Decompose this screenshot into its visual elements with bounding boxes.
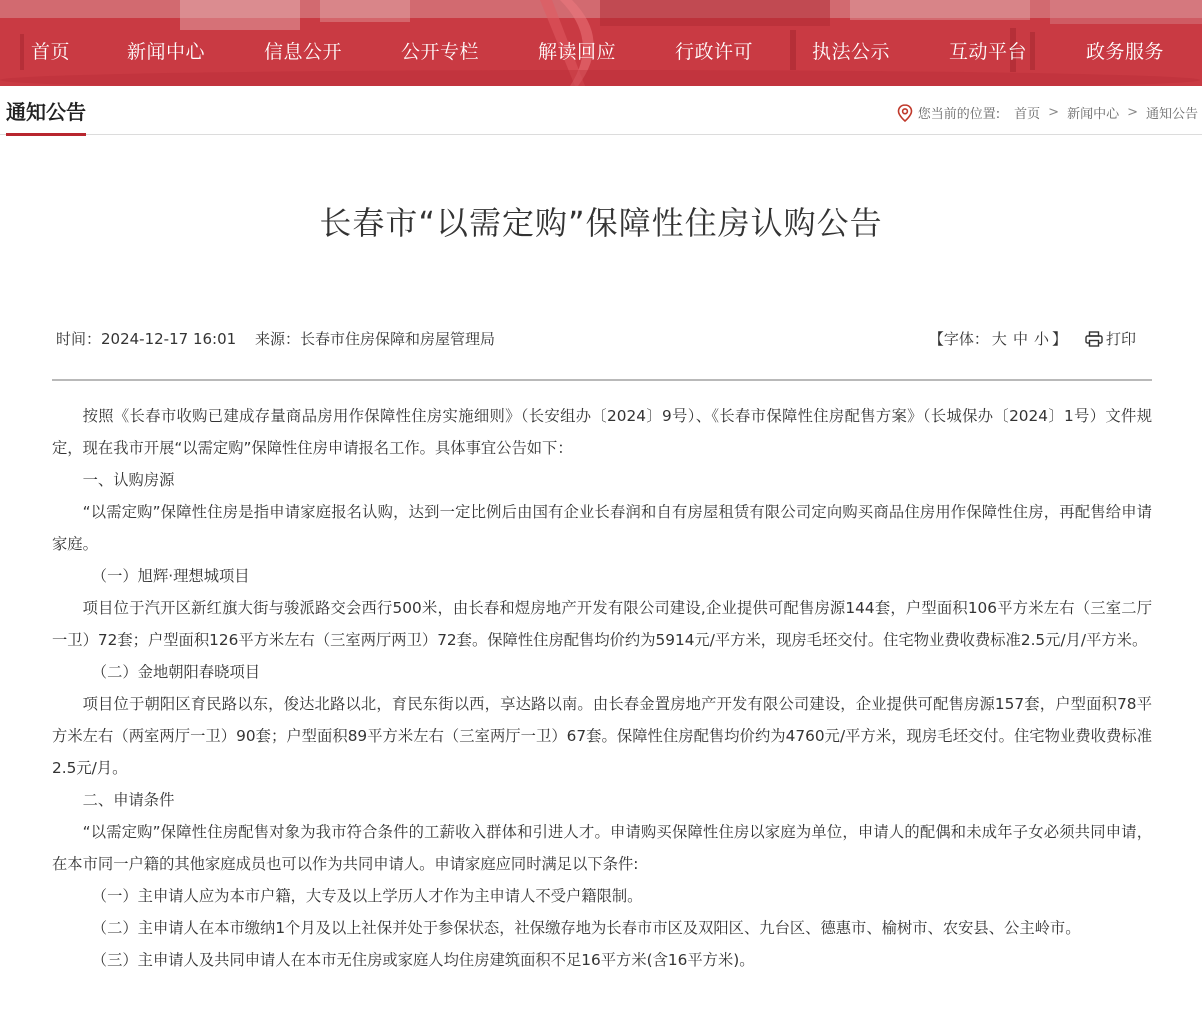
print-button[interactable] xyxy=(1085,328,1136,349)
meta-divider xyxy=(52,379,1152,381)
font-size-label-close: 】 xyxy=(1051,330,1067,348)
nav-item-interaction[interactable]: 互动平台 xyxy=(949,41,1028,63)
article-title: 长春市“以需定购”保障性住房认购公告 xyxy=(319,204,883,242)
font-size-small-button[interactable]: 小 xyxy=(1033,330,1049,348)
publish-source: 来源：长春市住房保障和房屋管理局 xyxy=(254,330,495,348)
main-nav xyxy=(0,35,1202,69)
paragraph: 项目位于朝阳区育民路以东，俊达北路以北，育民东街以西，享达路以南。由长春金置房地产开发有限公司建设，企业提供可配售房源157套，户型面积78平方米左右（两室两厅一卫）90套；户型面积89平方米左右（三室两厅一卫）67套。保障性住房配售均价约为4760元/平方米，现房毛坯交付。住宅物业费收费标准2.5元/月。 xyxy=(52,695,1152,777)
print-label: 打印 xyxy=(1105,330,1136,348)
condition-item: （一）主申请人应为本市户籍，大专及以上学历人才作为主申请人不受户籍限制。 xyxy=(91,887,643,905)
breadcrumb-separator: > xyxy=(1048,105,1060,120)
article-meta xyxy=(56,328,1136,350)
condition-item: （三）主申请人及共同申请人在本市无住房或家庭人均住房建筑面积不足16平方米(含16平方米)。 xyxy=(91,951,755,969)
breadcrumb-home[interactable]: 首页 xyxy=(1014,107,1041,122)
font-size-medium-button[interactable]: 中 xyxy=(1012,330,1028,348)
nav-item-news[interactable]: 新闻中心 xyxy=(127,41,206,63)
condition-item: （二）主申请人在本市缴纳1个月及以上社保并处于参保状态，社保缴存地为长春市市区及双阳区、九台区、德惠市、榆树市、农安县、公主岭市。 xyxy=(91,919,1081,937)
paragraph: “以需定购”保障性住房是指申请家庭报名认购，达到一定比例后由国有企业长春润和自有房屋租赁有限公司定向购买商品住房用作保障性住房，再配售给申请家庭。 xyxy=(52,503,1152,553)
breadcrumb-notices[interactable]: 通知公告 xyxy=(1145,107,1198,122)
breadcrumb-separator: > xyxy=(1127,105,1138,120)
header-banner xyxy=(0,0,1202,86)
subheading-project-1: （一）旭辉·理想城项目 xyxy=(91,567,250,585)
breadcrumb-lead: 您当前的位置: xyxy=(917,107,1001,122)
subheading-project-2: （二）金地朝阳春晓项目 xyxy=(91,663,261,681)
font-size-label: 【字体： xyxy=(928,330,989,348)
paragraph: “以需定购”保障性住房配售对象为我市符合条件的工薪收入群体和引进人才。申请购买保障性住房以家庭为单位，申请人的配偶和未成年子女必须共同申请，在本市同一户籍的其他家庭成员也可以作为共同申请人。申请家庭应同时满足以下条件: xyxy=(52,823,1152,873)
font-size-large-button[interactable]: 大 xyxy=(991,330,1007,348)
paragraph: 项目位于汽开区新红旗大街与骏派路交会西行500米，由长春和煜房地产开发有限公司建设,企业提供可配售房源144套，户型面积106平方米左右（三室二厅一卫）72套；户型面积126平方米左右（三室两厅两卫）72套。保障性住房配售均价约为5914元/平方米，现房毛坯交付。住宅物业费收费标准2.5元/月/平方米。 xyxy=(52,599,1152,649)
nav-item-info-disclosure[interactable]: 信息公开 xyxy=(264,41,343,63)
article-tools xyxy=(929,328,1136,349)
breadcrumb xyxy=(897,103,1198,122)
article-body xyxy=(52,400,1152,976)
printer-icon xyxy=(1085,331,1103,347)
nav-item-home[interactable]: 首页 xyxy=(31,41,71,63)
section-title: 通知公告 xyxy=(6,96,86,136)
location-pin-icon xyxy=(897,104,913,122)
nav-item-gov-service[interactable]: 政务服务 xyxy=(1086,41,1165,63)
nav-item-interpretation[interactable]: 解读回应 xyxy=(538,41,617,63)
publish-time: 时间：2024-12-17 16:01 xyxy=(56,330,237,348)
nav-item-special-column[interactable]: 公开专栏 xyxy=(401,41,480,63)
paragraph: 按照《长春市收购已建成存量商品房用作保障性住房实施细则》（长安组办〔2024〕9号）、《长春市保障性住房配售方案》（长城保办〔2024〕1号）文件规定，现在我市开展“以需定购”保障性住房申请报名工作。具体事宜公告如下： xyxy=(52,407,1152,457)
nav-item-law-enforcement[interactable]: 执法公示 xyxy=(812,41,891,63)
heading-section-1: 一、认购房源 xyxy=(82,471,175,489)
nav-item-admin-license[interactable]: 行政许可 xyxy=(675,41,754,63)
heading-section-2: 二、申请条件 xyxy=(82,791,175,809)
breadcrumb-news[interactable]: 新闻中心 xyxy=(1067,107,1120,122)
section-header xyxy=(0,86,1202,135)
